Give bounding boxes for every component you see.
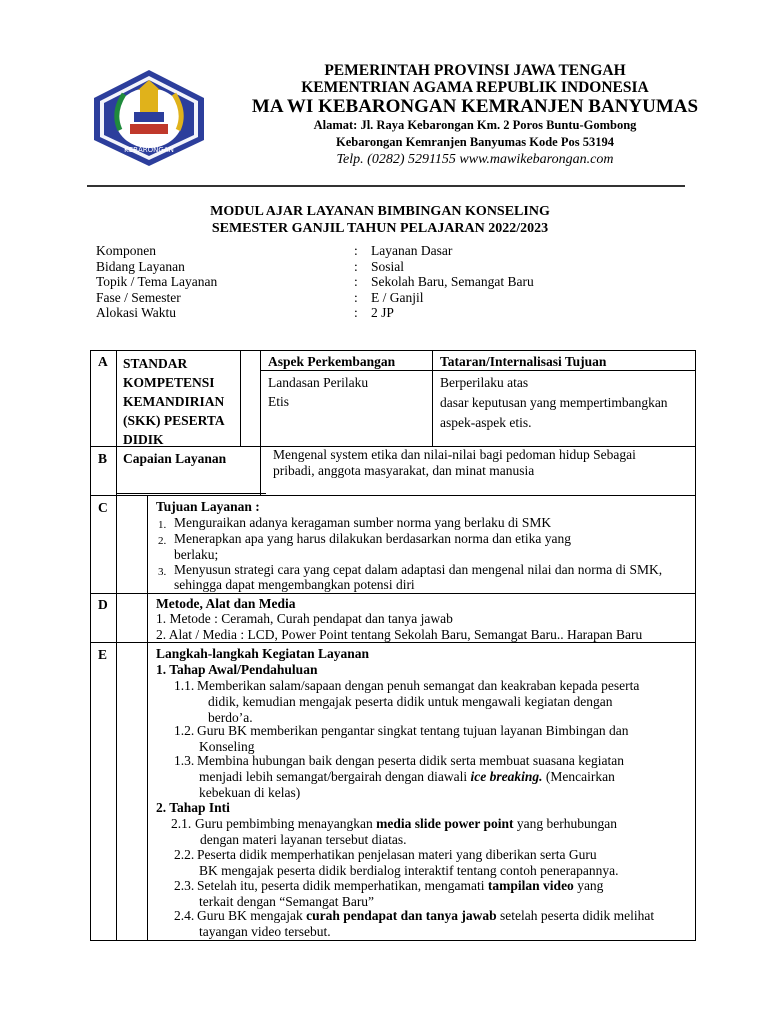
step-1-1: Memberikan salam/sapaan dengan penuh semangat dan keakraban kepada peserta didik, kemudian mengajak peserta didik untuk mengawali kegiatan dengan berdo’a.: [197, 678, 640, 725]
document-subtitle: SEMESTER GANJIL TAHUN PELAJARAN 2022/2023: [211, 221, 549, 236]
address-line-2: Kebarongan Kemranjen Banyumas Kode Pos 53194: [336, 135, 614, 149]
tujuan-heading: Tujuan Layanan :: [156, 499, 260, 514]
capaian-label: Capaian Layanan: [123, 451, 227, 466]
step-1-3: Membina hubungan baik dengan peserta didik serta membuat suasana kegiatan menjadi lebih semangat/bergairah dengan diawali ice breaking. (Mencairkan kebekuan di kelas): [197, 753, 624, 800]
stage-1-heading: 1. Tahap Awal/Pendahuluan: [156, 662, 318, 677]
info-key: Komponen: [96, 243, 156, 258]
section-letter-a: A: [98, 354, 108, 369]
info-value: Sekolah Baru, Semangat Baru: [371, 274, 534, 289]
address-line-1: Alamat: Jl. Raya Kebarongan Km. 2 Poros Buntu-Gombong: [313, 118, 637, 132]
info-key: Fase / Semester: [96, 289, 181, 305]
col-header-tataran: Tataran/Internalisasi Tujuan: [440, 354, 607, 369]
document-title: MODUL AJAR LAYANAN BIMBINGAN KONSELING: [210, 204, 550, 219]
section-letter-d: D: [98, 597, 108, 612]
step-2-1: Guru pembimbing menayangkan media slide power point yang berhubungan dengan materi layanan tersebut diatas.: [195, 816, 617, 847]
step-2-2: Peserta didik memperhatikan penjelasan materi yang diberikan serta Guru BK mengajak peserta didik berdialog interaktif tentang contoh penerapannya.: [197, 847, 619, 878]
section-letter-b: B: [98, 451, 108, 466]
langkah-heading: Langkah-langkah Kegiatan Layanan: [156, 646, 370, 661]
step-2-4: Guru BK mengajak curah pendapat dan tanya jawab setelah peserta didik melihat tayangan video tersebut.: [197, 908, 655, 939]
media-line: 2. Alat / Media : LCD, Power Point tentang Sekolah Baru, Semangat Baru.. Harapan Baru: [156, 627, 643, 642]
section-letter-c: C: [98, 500, 108, 515]
capaian-text: Mengenal system etika dan nilai-nilai bagi pedoman hidup Sebagai pribadi, anggota masyarakat, dan minat manusia: [273, 447, 636, 478]
info-key: Topik / Tema Layanan: [96, 274, 218, 289]
svg-text:KEBARONGAN: KEBARONGAN: [124, 146, 174, 154]
metode-line: 1. Metode : Ceramah, Curah pendapat dan tanya jawab: [156, 611, 453, 626]
skk-label: STANDAR KOMPETENSI KEMANDIRIAN (SKK) PESERTA DIDIK: [123, 356, 225, 447]
tujuan-item: Menguraikan adanya keragaman sumber norma yang berlaku di SMK: [174, 515, 552, 530]
aspek-value: Landasan Perilaku Etis: [268, 375, 369, 409]
school-name: MA WI KEBARONGAN KEMRANJEN BANYUMAS: [251, 96, 699, 117]
section-letter-e: E: [98, 647, 108, 662]
contact-line: Telp. (0282) 5291155 www.mawikebarongan.com: [336, 152, 614, 167]
step-2-3: Setelah itu, peserta didik memperhatikan, mengamati tampilan video yang terkait dengan “Semangat Baru”: [197, 878, 604, 909]
letterhead-line-1: PEMERINTAH PROVINSI JAWA TENGAH: [324, 62, 626, 79]
module-table: A STANDAR KOMPETENSI KEMANDIRIAN (SKK) PESERTA DIDIK Aspek Perkembangan Tataran/Internalisasi Tujuan Landasan Perilaku Etis Berperilaku atas dasar keputusan yang mempertimbangkan aspek-aspek etis. B Capaian Layanan Mengenal system etika dan nilai-nilai bagi pedoman hidup Sebagai pribadi, anggota masyarakat, dan minat manusia C Tujuan Layanan : 1. Menguraikan adanya keragaman sumber norma yang berlaku di SMK 2. Menerapkan apa yang harus dilakukan berdasarkan norma dan etika yang berlaku; 3. Menyusun strategi cara yang cepat dalam adaptasi dan mengenal nilai dan norma di SMK, sehingga dapat mengembangkan potensi diri D Metode, Alat dan Media 1. Metode : Ceramah, Curah pendapat dan tanya jawab 2. Alat / Media : LCD, Power Point tentang Sekolah Baru, Semangat Baru.. Harapan Baru E Langkah-langkah Kegiatan Layanan 1. Tahap Awal/Pendahuluan 1.1. Memberikan salam/sapaan dengan penuh semangat dan keakraban kepada peserta didik, kemudian mengajak peserta didik untuk mengawali kegiatan dengan berdo’a. 1.2. Guru BK memberikan pengantar singkat tentang tujuan layanan Bimbingan dan Konseling 1.3. Membina hubungan baik dengan peserta didik serta membuat suasana kegiatan menjadi lebih semangat/bergairah dengan diawali ice breaking. (Mencairkan kebekuan di kelas) 2. Tahap Inti 2.1. Guru pembimbing menayangkan media slide power point yang berhubungan dengan materi layanan tersebut diatas. 2.2. Peserta didik memperhatikan penjelasan materi yang diberikan serta Guru BK mengajak peserta didik berdialog interaktif tentang contoh penerapannya. 2.3. Setelah itu, peserta didik memperhatikan, mengamati tampilan video yang terkait dengan “Semangat Baru” 2.4. Guru BK mengajak curah pendapat dan tanya jawab setelah peserta didik melihat tayangan video tersebut.: [90, 350, 696, 941]
step-1-2: Guru BK memberikan pengantar singkat tentang tujuan layanan Bimbingan dan Konseling: [197, 723, 629, 754]
info-value: Sosial: [371, 258, 405, 274]
tujuan-item: Menerapkan apa yang harus dilakukan berdasarkan norma dan etika yang berlaku;: [174, 531, 571, 562]
info-key: Alokasi Waktu: [96, 305, 177, 320]
tujuan-item: Menyusun strategi cara yang cepat dalam adaptasi dan mengenal nilai dan norma di SMK, sehingga dapat mengembangkan potensi diri: [174, 562, 663, 592]
stage-2-heading: 2. Tahap Inti: [156, 800, 230, 815]
info-key: Bidang Layanan: [96, 258, 185, 274]
school-logo: [90, 68, 208, 168]
info-value: 2 JP: [371, 305, 394, 320]
info-value: E / Ganjil: [371, 289, 424, 305]
tataran-value: Berperilaku atas dasar keputusan yang mempertimbangkan aspek-aspek etis.: [440, 375, 668, 430]
col-header-aspek: Aspek Perkembangan: [268, 354, 396, 369]
info-value: Layanan Dasar: [371, 243, 453, 258]
letterhead-line-2: KEMENTRIAN AGAMA REPUBLIK INDONESIA: [301, 79, 649, 96]
metode-heading: Metode, Alat dan Media: [156, 596, 296, 611]
header-divider: [87, 185, 685, 187]
